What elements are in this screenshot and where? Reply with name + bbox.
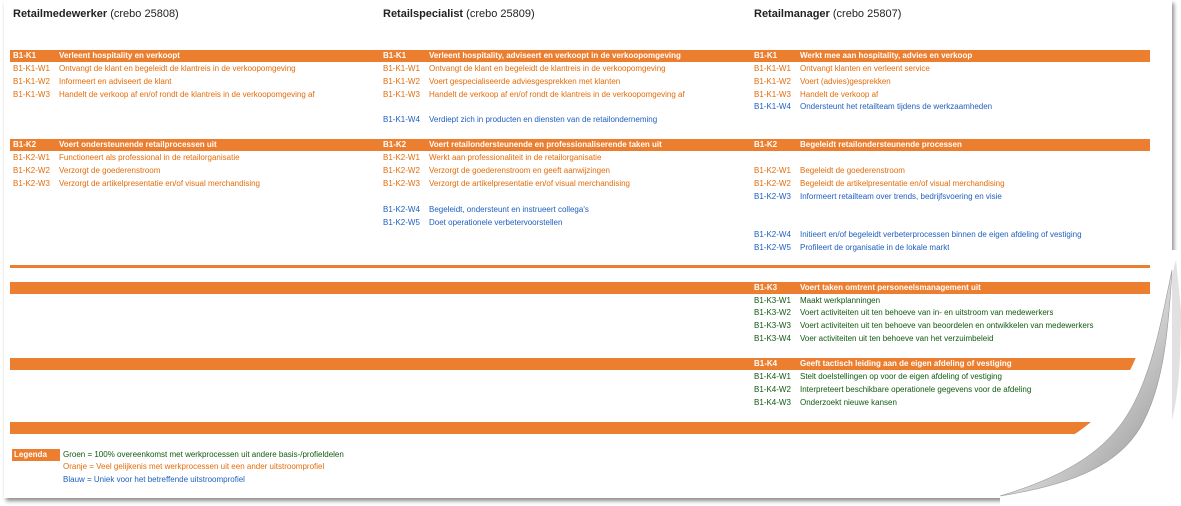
page-curl-decoration bbox=[1000, 250, 1181, 506]
core-task-label: Werkt mee aan hospitality, advies en verkoop bbox=[800, 51, 973, 60]
work-process-row bbox=[754, 371, 1002, 383]
core-task-header bbox=[13, 139, 217, 151]
work-process-row bbox=[754, 178, 1005, 190]
work-process-text: Profileert de organisatie in de lokale markt bbox=[800, 243, 950, 252]
core-task-header bbox=[13, 50, 180, 62]
work-process-code: B1-K3-W2 bbox=[754, 308, 791, 317]
document-sheet bbox=[4, 0, 1172, 498]
core-task-label: Voert taken omtrent personeelsmanagement uit bbox=[800, 283, 981, 292]
work-process-row bbox=[13, 89, 315, 101]
work-process-text: Maakt werkplanningen bbox=[800, 296, 881, 305]
work-process-code: B1-K2-W5 bbox=[383, 218, 420, 227]
work-process-text: Handelt de verkoop af en/of rondt de klantreis in de verkoopomgeving af bbox=[429, 90, 685, 99]
core-task-header bbox=[383, 50, 681, 62]
work-process-code: B1-K2-W5 bbox=[754, 243, 791, 252]
work-process-text: Verzorgt de goederenstroom en geeft aanwijzingen bbox=[429, 166, 611, 175]
core-task-code: B1-K1 bbox=[383, 51, 407, 60]
core-task-code: B1-K3 bbox=[754, 283, 778, 292]
work-process-code: B1-K3-W3 bbox=[754, 321, 791, 330]
legend-orange: Oranje = Veel gelijkenis met werkprocessen uit een ander uitstroomprofiel bbox=[63, 462, 325, 471]
column-title-retailmedewerker bbox=[13, 8, 179, 20]
core-task-header bbox=[754, 50, 972, 62]
core-task-code: B1-K2 bbox=[383, 140, 407, 149]
work-process-text: Functioneert als professional in de retailorganisatie bbox=[59, 153, 240, 162]
core-task-header bbox=[754, 282, 981, 294]
work-process-code: B1-K1-W2 bbox=[383, 77, 420, 86]
work-process-code: B1-K2-W3 bbox=[383, 179, 420, 188]
work-process-row bbox=[754, 242, 949, 254]
work-process-text: Stelt doelstellingen op voor de eigen afdeling of vestiging bbox=[800, 372, 1002, 381]
work-process-row bbox=[13, 178, 260, 190]
work-process-text: Verzorgt de artikelpresentatie en/of visual merchandising bbox=[59, 179, 260, 188]
work-process-row bbox=[383, 165, 610, 177]
work-process-code: B1-K2-W2 bbox=[13, 166, 50, 175]
work-process-code: B1-K2-W1 bbox=[754, 166, 791, 175]
work-process-text: Interpreteert beschikbare operationele gegevens voor de afdeling bbox=[800, 385, 1032, 394]
work-process-code: B1-K1-W2 bbox=[13, 77, 50, 86]
core-task-label: Voert retailondersteunende en professionaliserende taken uit bbox=[429, 140, 662, 149]
work-process-code: B1-K2-W2 bbox=[383, 166, 420, 175]
crebo-number: (crebo 25808) bbox=[110, 8, 179, 20]
work-process-row bbox=[754, 397, 897, 409]
work-process-text: Ondersteunt het retailteam tijdens de werkzaamheden bbox=[800, 102, 993, 111]
core-task-code: B1-K4 bbox=[754, 359, 778, 368]
core-task-header bbox=[754, 139, 962, 151]
work-process-text: Verzorgt de goederenstroom bbox=[59, 166, 161, 175]
legend-green: Groen = 100% overeenkomst met werkprocessen uit andere basis-/profieldelen bbox=[63, 450, 344, 459]
core-task-code: B1-K1 bbox=[754, 51, 778, 60]
work-process-text: Begeleidt de goederenstroom bbox=[800, 166, 905, 175]
work-process-text: Voert activiteiten uit ten behoeve van beoordelen en ontwikkelen van medewerkers bbox=[800, 321, 1094, 330]
work-process-row bbox=[383, 152, 601, 164]
crebo-number: (crebo 25809) bbox=[466, 8, 535, 20]
work-process-code: B1-K2-W1 bbox=[13, 153, 50, 162]
work-process-code: B1-K4-W3 bbox=[754, 398, 791, 407]
column-title-retailspecialist bbox=[383, 8, 535, 20]
work-process-row bbox=[383, 204, 589, 216]
work-process-code: B1-K3-W4 bbox=[754, 334, 791, 343]
work-process-text: Voert (advies)gesprekken bbox=[800, 77, 891, 86]
work-process-row bbox=[13, 165, 160, 177]
work-process-row bbox=[754, 333, 993, 345]
work-process-text: Initieert en/of begeleidt verbeterprocessen binnen de eigen afdeling of vestiging bbox=[800, 230, 1082, 239]
work-process-text: Ontvangt de klant en begeleidt de klantreis in de verkoopomgeving bbox=[59, 64, 296, 73]
work-process-row bbox=[13, 63, 296, 75]
work-process-row bbox=[383, 217, 562, 229]
work-process-row bbox=[754, 191, 1002, 203]
work-process-row bbox=[13, 76, 172, 88]
section-divider bbox=[10, 265, 1150, 268]
work-process-text: Onderzoekt nieuwe kansen bbox=[800, 398, 897, 407]
work-process-row bbox=[754, 165, 905, 177]
work-process-code: B1-K2-W1 bbox=[383, 153, 420, 162]
work-process-text: Voer activiteiten uit ten behoeve van het verzuimbeleid bbox=[800, 334, 994, 343]
work-process-code: B1-K2-W3 bbox=[13, 179, 50, 188]
work-process-code: B1-K3-W1 bbox=[754, 296, 791, 305]
column-title-retailmanager bbox=[754, 8, 901, 20]
work-process-code: B1-K4-W1 bbox=[754, 372, 791, 381]
legend-label: Legenda bbox=[12, 449, 60, 461]
work-process-code: B1-K2-W4 bbox=[754, 230, 791, 239]
work-process-code: B1-K1-W1 bbox=[754, 64, 791, 73]
work-process-row bbox=[383, 178, 630, 190]
work-process-row bbox=[383, 89, 685, 101]
column-title-text: Retailmedewerker bbox=[13, 8, 108, 20]
core-task-code: B1-K1 bbox=[13, 51, 37, 60]
core-task-label: Verleent hospitality en verkoopt bbox=[59, 51, 180, 60]
core-task-label: Geeft tactisch leiding aan de eigen afdeling of vestiging bbox=[800, 359, 1012, 368]
crebo-number: (crebo 25807) bbox=[832, 8, 902, 20]
column-title-text: Retailspecialist bbox=[383, 8, 464, 20]
core-task-code: B1-K2 bbox=[754, 140, 778, 149]
work-process-text: Werkt aan professionaliteit in de retailorganisatie bbox=[429, 153, 602, 162]
work-process-text: Voert gespecialiseerde adviesgesprekken met klanten bbox=[429, 77, 621, 86]
work-process-code: B1-K1-W1 bbox=[383, 64, 420, 73]
work-process-row bbox=[383, 114, 657, 126]
core-task-header bbox=[754, 358, 1012, 370]
work-process-text: Ontvangt klanten en verleent service bbox=[800, 64, 930, 73]
work-process-row bbox=[754, 101, 992, 113]
work-process-code: B1-K1-W3 bbox=[754, 90, 791, 99]
work-process-text: Handelt de verkoop af bbox=[800, 90, 879, 99]
work-process-text: Informeert retailteam over trends, bedrijfsvoering en visie bbox=[800, 192, 1002, 201]
work-process-row bbox=[754, 295, 880, 307]
work-process-text: Doet operationele verbetervoorstellen bbox=[429, 218, 563, 227]
work-process-row bbox=[13, 152, 240, 164]
legend-blue: Blauw = Uniek voor het betreffende uitstroomprofiel bbox=[63, 475, 245, 484]
work-process-code: B1-K1-W1 bbox=[13, 64, 50, 73]
work-process-code: B1-K1-W3 bbox=[13, 90, 50, 99]
work-process-text: Verdiept zich in producten en diensten van de retailonderneming bbox=[429, 115, 658, 124]
work-process-row bbox=[754, 89, 878, 101]
work-process-code: B1-K2-W4 bbox=[383, 205, 420, 214]
work-process-text: Begeleidt de artikelpresentatie en/of visual merchandising bbox=[800, 179, 1005, 188]
work-process-code: B1-K1-W4 bbox=[754, 102, 791, 111]
work-process-row bbox=[754, 229, 1082, 241]
work-process-row bbox=[383, 76, 620, 88]
footer-band bbox=[10, 422, 1150, 434]
core-task-label: Voert ondersteunende retailprocessen uit bbox=[59, 140, 217, 149]
core-task-label: Verleent hospitality, adviseert en verkoopt in de verkoopomgeving bbox=[429, 51, 681, 60]
work-process-code: B1-K1-W2 bbox=[754, 77, 791, 86]
column-title-text: Retailmanager bbox=[754, 8, 830, 20]
work-process-code: B1-K2-W3 bbox=[754, 192, 791, 201]
work-process-row bbox=[754, 76, 891, 88]
work-process-text: Informeert en adviseert de klant bbox=[59, 77, 172, 86]
work-process-text: Handelt de verkoop af en/of rondt de klantreis in de verkoopomgeving af bbox=[59, 90, 315, 99]
work-process-row bbox=[383, 63, 666, 75]
work-process-row bbox=[754, 63, 930, 75]
work-process-text: Ontvangt de klant en begeleidt de klantreis in de verkoopomgeving bbox=[429, 64, 666, 73]
core-task-code: B1-K2 bbox=[13, 140, 37, 149]
core-task-header bbox=[383, 139, 662, 151]
work-process-code: B1-K2-W2 bbox=[754, 179, 791, 188]
work-process-row bbox=[754, 384, 1031, 396]
work-process-text: Begeleidt, ondersteunt en instrueert collega's bbox=[429, 205, 589, 214]
work-process-text: Verzorgt de artikelpresentatie en/of visual merchandising bbox=[429, 179, 630, 188]
core-task-label: Begeleidt retailondersteunende processen bbox=[800, 140, 962, 149]
work-process-text: Voert activiteiten uit ten behoeve van in- en uitstroom van medewerkers bbox=[800, 308, 1054, 317]
work-process-code: B1-K1-W4 bbox=[383, 115, 420, 124]
work-process-code: B1-K4-W2 bbox=[754, 385, 791, 394]
work-process-code: B1-K1-W3 bbox=[383, 90, 420, 99]
